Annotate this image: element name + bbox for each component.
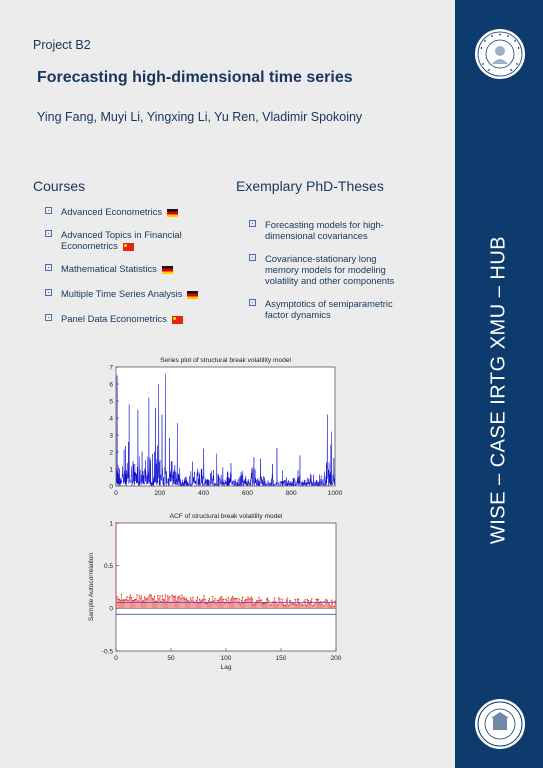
acf-point	[301, 604, 302, 605]
acf-point	[313, 604, 314, 605]
acf-point	[203, 595, 204, 596]
acf-point	[188, 600, 189, 601]
acf-point	[323, 605, 324, 606]
acf-point	[147, 598, 148, 599]
acf-point	[151, 595, 152, 596]
acf-point	[218, 600, 219, 601]
y-tick-label: 0	[109, 483, 113, 491]
germany-flag-icon	[167, 209, 178, 217]
acf-point	[137, 600, 138, 601]
course-item: Mathematical Statistics	[45, 263, 215, 274]
acf-point	[209, 598, 210, 599]
acf-point	[267, 598, 268, 599]
acf-point	[298, 598, 299, 599]
university-seal-bottom-logo	[474, 698, 526, 750]
acf-point	[221, 596, 222, 597]
page-title: Forecasting high-dimensional time series	[37, 69, 353, 86]
acf-point	[327, 600, 328, 601]
course-item: Advanced Topics in Financial Econometrics	[45, 229, 215, 251]
acf-point	[196, 600, 197, 601]
acf-point	[126, 596, 127, 597]
thesis-item: Asymptotics of semiparametric factor dynamics	[249, 298, 409, 320]
y-tick-label: 1	[109, 520, 113, 528]
acf-point	[258, 597, 259, 598]
acf-point	[125, 599, 126, 600]
x-tick-label: 400	[198, 490, 210, 497]
y-tick-label: 1	[109, 466, 113, 474]
acf-point	[214, 598, 215, 599]
acf-point	[308, 600, 309, 601]
x-tick-label: 50	[167, 655, 175, 662]
acf-point	[294, 603, 295, 604]
acf-point	[287, 597, 288, 598]
y-tick-label: 3	[109, 432, 113, 440]
germany-flag-icon	[162, 266, 173, 274]
acf-point	[219, 598, 220, 599]
acf-point	[302, 605, 303, 606]
acf-point	[158, 598, 159, 599]
acf-point	[215, 603, 216, 604]
acf-point	[148, 595, 149, 596]
y-tick-label: 6	[109, 381, 113, 389]
acf-point	[171, 594, 172, 595]
bullet-icon	[249, 254, 256, 261]
acf-point	[270, 604, 271, 605]
acf-point	[286, 599, 287, 600]
acf-point	[159, 595, 160, 596]
acf-point	[225, 598, 226, 599]
sidebar-vertical-title: WISE – CASE IRTG XMU – HUB	[487, 235, 510, 545]
acf-point	[250, 598, 251, 599]
acf-point	[175, 596, 176, 597]
acf-point	[156, 601, 157, 602]
acf-point	[230, 599, 231, 600]
acf-point	[223, 599, 224, 600]
course-item: Advanced Econometrics	[45, 206, 215, 217]
x-tick-label: 0	[114, 490, 118, 497]
acf-point	[164, 599, 165, 600]
acf-point	[239, 598, 240, 599]
acf-point	[242, 597, 243, 598]
chart-title: ACF of structural break volatility model	[169, 513, 283, 520]
acf-point	[305, 599, 306, 600]
acf-point	[185, 599, 186, 600]
acf-point	[167, 595, 168, 596]
authors: Ying Fang, Muyi Li, Yingxing Li, Yu Ren, Vladimir Spokoiny	[37, 110, 363, 124]
acf-point	[241, 600, 242, 601]
acf-point	[157, 595, 158, 596]
acf-point	[162, 595, 163, 596]
acf-point	[246, 599, 247, 600]
bullet-icon	[249, 299, 256, 306]
acf-point	[141, 595, 142, 596]
acf-point	[289, 600, 290, 601]
acf-point	[199, 599, 200, 600]
acf-point	[335, 604, 336, 605]
acf-point	[154, 596, 155, 597]
x-tick-label: 200	[154, 490, 166, 497]
acf-point	[268, 600, 269, 601]
acf-point	[312, 605, 313, 606]
x-tick-label: 600	[241, 490, 253, 497]
course-item: Panel Data Econometrics	[45, 313, 215, 324]
acf-point	[226, 600, 227, 601]
acf-point	[261, 599, 262, 600]
acf-point	[299, 603, 300, 604]
x-tick-label: 200	[330, 655, 342, 662]
acf-point	[220, 597, 221, 598]
thesis-item: Forecasting models for high-dimensional covariances	[249, 219, 409, 241]
acf-point	[184, 597, 185, 598]
acf-point	[168, 597, 169, 598]
acf-point	[232, 596, 233, 597]
acf-point	[135, 599, 136, 600]
acf-point	[244, 600, 245, 601]
theses-heading: Exemplary PhD-Theses	[236, 178, 384, 194]
acf-point	[330, 606, 331, 607]
acf-point	[169, 596, 170, 597]
acf-point	[310, 601, 311, 602]
acf-point	[329, 604, 330, 605]
acf-point	[321, 604, 322, 605]
acf-point	[325, 599, 326, 600]
acf-point	[252, 598, 253, 599]
course-item: Multiple Time Series Analysis	[45, 288, 215, 299]
acf-point	[331, 600, 332, 601]
acf-point	[281, 599, 282, 600]
acf-point	[180, 598, 181, 599]
y-tick-label: 5	[109, 398, 113, 406]
acf-point	[140, 597, 141, 598]
acf-point	[279, 598, 280, 599]
acf-point	[186, 598, 187, 599]
acf-point	[191, 599, 192, 600]
acf-point	[274, 597, 275, 598]
x-tick-label: 100	[220, 655, 232, 662]
y-tick-label: 2	[109, 449, 113, 457]
acf-point	[202, 599, 203, 600]
bullet-icon	[45, 289, 52, 296]
acf-point	[309, 603, 310, 604]
acf-point	[143, 600, 144, 601]
acf-point	[311, 598, 312, 599]
acf-point	[208, 600, 209, 601]
acf-point	[153, 599, 154, 600]
acf-point	[247, 597, 248, 598]
y-tick-label: -0.5	[101, 648, 113, 656]
acf-point	[251, 596, 252, 597]
china-flag-icon	[172, 316, 183, 324]
acf-point	[333, 606, 334, 607]
x-tick-label: 150	[275, 655, 287, 662]
acf-point	[190, 597, 191, 598]
bullet-icon	[45, 264, 52, 271]
acf-point	[228, 597, 229, 598]
thesis-item: Covariance-stationary long memory models for modeling volatility and other components	[249, 253, 409, 286]
acf-point	[254, 604, 255, 605]
acf-point	[266, 599, 267, 600]
bullet-icon	[45, 207, 52, 214]
courses-heading: Courses	[33, 178, 86, 194]
china-flag-icon	[123, 243, 134, 251]
bullet-icon	[45, 230, 52, 237]
acf-point	[334, 600, 335, 601]
y-tick-label: 0.5	[103, 562, 113, 570]
acf-point	[144, 596, 145, 597]
university-seal-top-logo	[474, 28, 526, 80]
acf-point	[300, 604, 301, 605]
acf-point	[236, 598, 237, 599]
acf-point	[288, 604, 289, 605]
acf-point	[224, 603, 225, 604]
acf-chart	[85, 508, 345, 678]
acf-point	[231, 598, 232, 599]
acf-point	[138, 595, 139, 596]
acf-point	[240, 603, 241, 604]
acf-point	[197, 597, 198, 598]
acf-point	[204, 599, 205, 600]
x-tick-label: 1000	[327, 490, 343, 497]
germany-flag-icon	[187, 291, 198, 299]
acf-point	[324, 601, 325, 602]
acf-point	[121, 594, 122, 595]
acf-point	[133, 600, 134, 601]
project-label: Project B2	[33, 38, 91, 52]
acf-point	[296, 604, 297, 605]
acf-point	[307, 599, 308, 600]
acf-point	[200, 601, 201, 602]
acf-point	[165, 594, 166, 595]
acf-point	[130, 594, 131, 595]
acf-point	[127, 600, 128, 601]
acf-point	[291, 604, 292, 605]
acf-point	[295, 599, 296, 600]
bullet-icon	[249, 220, 256, 227]
x-axis-label: Lag	[220, 664, 232, 671]
series-plot-chart	[90, 350, 350, 500]
acf-point	[115, 522, 116, 523]
x-tick-label: 0	[114, 655, 118, 662]
acf-point	[179, 596, 180, 597]
acf-point	[149, 594, 150, 595]
acf-point	[212, 596, 213, 597]
chart-title: Series plot of structural break volatility model	[160, 357, 291, 364]
acf-point	[192, 596, 193, 597]
theses-list	[249, 219, 409, 320]
acf-point	[136, 594, 137, 595]
acf-point	[277, 604, 278, 605]
courses-list	[45, 206, 215, 324]
acf-point	[257, 600, 258, 601]
acf-point	[120, 600, 121, 601]
y-tick-label: 0	[109, 605, 113, 613]
y-tick-label: 4	[109, 415, 113, 423]
acf-point	[124, 600, 125, 601]
acf-point	[285, 605, 286, 606]
y-axis-label: Sample Autocorrelation	[88, 552, 95, 622]
acf-point	[131, 597, 132, 598]
acf-point	[119, 598, 120, 599]
acf-point	[129, 597, 130, 598]
acf-point	[213, 600, 214, 601]
acf-point	[181, 595, 182, 596]
x-tick-label: 800	[285, 490, 297, 497]
y-tick-label: 7	[109, 364, 113, 372]
acf-point	[306, 605, 307, 606]
acf-point	[116, 596, 117, 597]
acf-point	[283, 604, 284, 605]
bullet-icon	[45, 314, 52, 321]
acf-point	[201, 600, 202, 601]
plot-area	[116, 523, 336, 651]
acf-point	[152, 598, 153, 599]
acf-point	[318, 599, 319, 600]
